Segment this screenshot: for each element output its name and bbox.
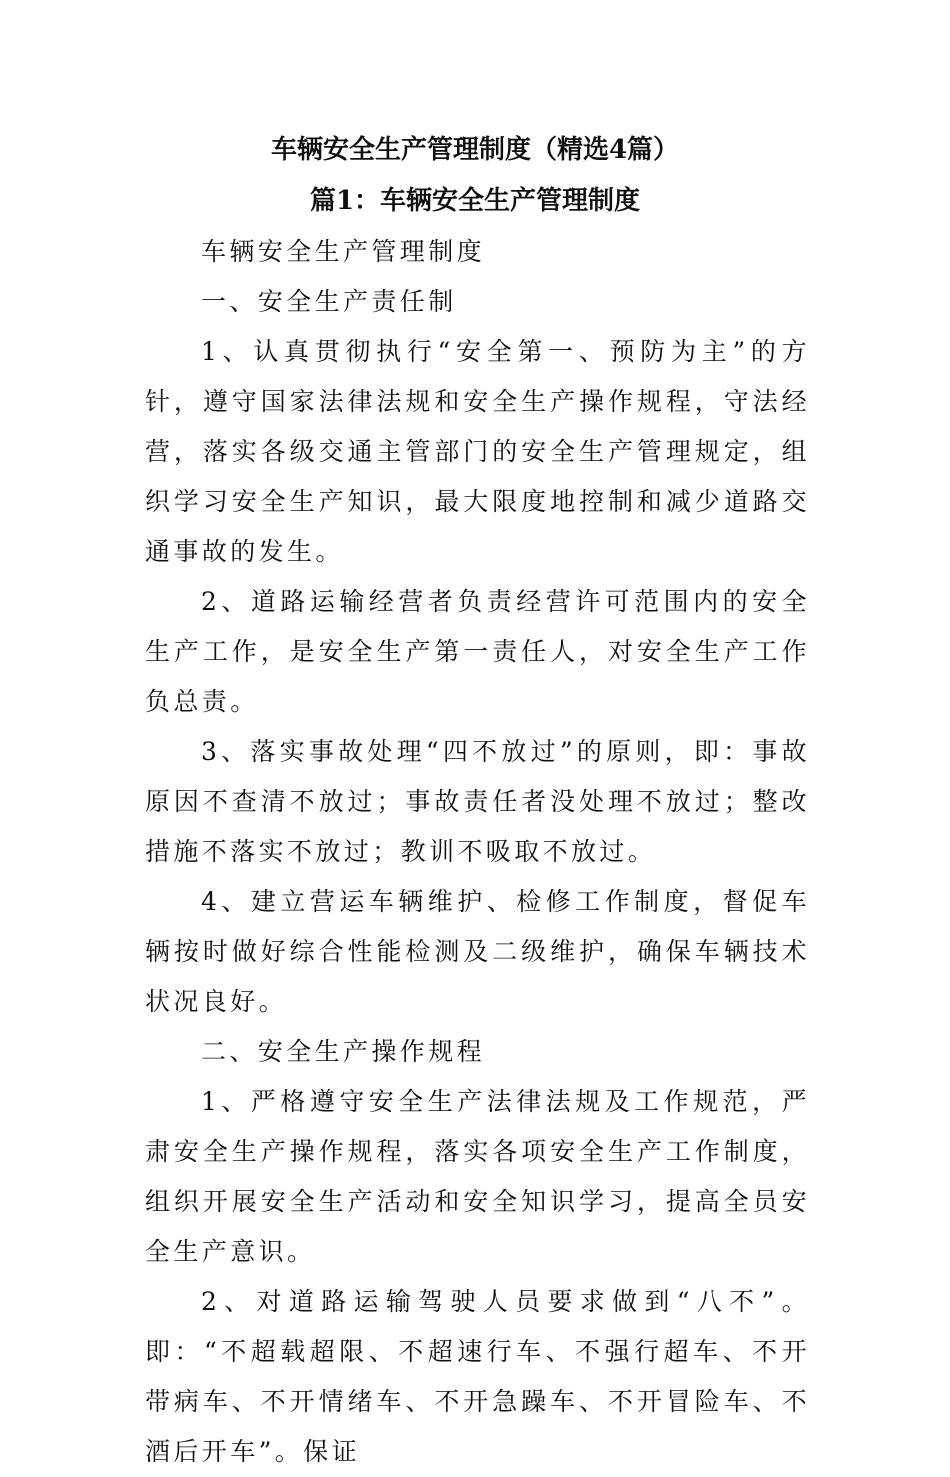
document-title: 车辆安全生产管理制度（精选4篇） xyxy=(270,135,680,165)
paragraph-section-heading: 一、安全生产责任制 xyxy=(201,287,457,316)
paragraph: 1、认真贯彻执行“安全第一、预防为主”的方针，遵守国家法律法规和安全生产操作规程，守法经营，落实各级交通主管部门的安全生产管理规定，组织学习安全生产知识，最大限度地控制和减少道路交通事故的发生。 xyxy=(145,337,810,566)
paragraph: 2、对道路运输驾驶人员要求做到“八不”。即：“不超载超限、不超速行车、不强行超车、不开带病车、不开情绪车、不开急躁车、不开冒险车、不酒后开车”。保证 xyxy=(145,1287,810,1466)
document-body xyxy=(145,227,810,1477)
paragraph-section-heading: 二、安全生产操作规程 xyxy=(201,1037,486,1066)
paragraph-heading: 车辆安全生产管理制度 xyxy=(201,237,486,266)
paragraph: 2、道路运输经营者负责经营许可范围内的安全生产工作，是安全生产第一责任人，对安全生产工作负总责。 xyxy=(145,587,810,716)
paragraph: 4、建立营运车辆维护、检修工作制度，督促车辆按时做好综合性能检测及二级维护，确保车辆技术状况良好。 xyxy=(145,887,810,1016)
paragraph: 1、严格遵守安全生产法律法规及工作规范，严肃安全生产操作规程，落实各项安全生产工作制度，组织开展安全生产活动和安全知识学习，提高全员安全生产意识。 xyxy=(145,1087,810,1266)
paragraph: 3、落实事故处理“四不放过”的原则，即：事故原因不查清不放过；事故责任者没处理不放过；整改措施不落实不放过；教训不吸取不放过。 xyxy=(145,737,810,866)
section-title: 篇1：车辆安全生产管理制度 xyxy=(309,186,641,216)
